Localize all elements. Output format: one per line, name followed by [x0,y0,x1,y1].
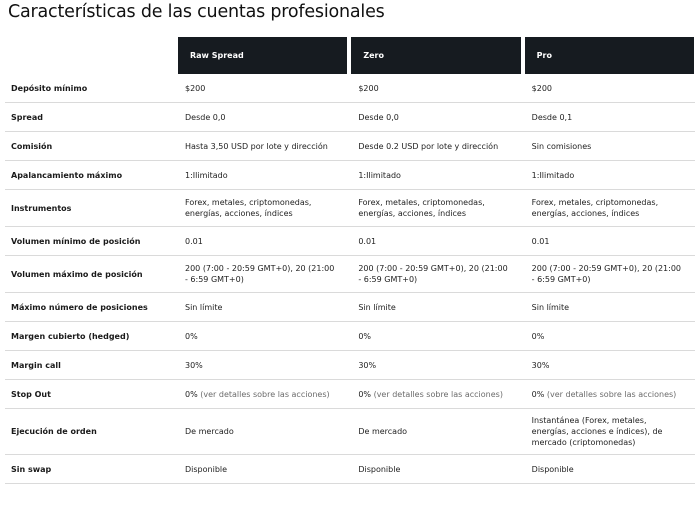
table-row [5,161,695,190]
cell-pro: 1:Ilimitado [522,161,695,190]
cell-pro: Disponible [522,455,695,484]
stop-out-details-link[interactable]: (ver detalles sobre las acciones) [200,389,330,399]
cell-zero: De mercado [348,409,521,455]
cell-pro: 0% [522,322,695,351]
cell-raw-spread: 1:Ilimitado [175,161,348,190]
cell-zero: Forex, metales, criptomonedas, energías, acciones, índices [348,190,521,227]
account-comparison-table [5,37,695,484]
cell-raw-spread: De mercado [175,409,348,455]
page-title: Características de las cuentas profesionales [8,2,385,22]
stop-out-value: 0% [531,389,545,399]
cell-pro: Instantánea (Forex, metales, energías, acciones e índices), de mercado (criptomonedas) [522,409,695,455]
cell-pro: Forex, metales, criptomonedas, energías, acciones, índices [522,190,695,227]
table-row [5,351,695,380]
row-label: Margin call [5,351,175,380]
stop-out-value: 0% [185,389,198,399]
table-row [5,409,695,455]
row-label: Depósito mínimo [5,74,175,103]
cell-raw-spread: Forex, metales, criptomonedas, energías, acciones, índices [175,190,348,227]
row-label: Comisión [5,132,175,161]
row-label: Ejecución de orden [5,409,175,455]
cell-raw-spread: 200 (7:00 - 20:59 GMT+0), 20 (21:00 - 6:59 GMT+0) [175,256,348,293]
cell-raw-spread: 0.01 [175,227,348,256]
cell-zero: Disponible [348,455,521,484]
cell-pro: 30% [522,351,695,380]
table-row [5,293,695,322]
cell-raw-spread: Desde 0,0 [175,103,348,132]
header-zero: Zero [348,37,521,74]
cell-raw-spread: Sin límite [175,293,348,322]
row-label: Spread [5,103,175,132]
table-row [5,74,695,103]
cell-raw-spread: $200 [175,74,348,103]
cell-zero: $200 [348,74,521,103]
header-empty-cell [5,37,175,74]
cell-raw-spread: Hasta 3,50 USD por lote y dirección [175,132,348,161]
cell-pro: $200 [522,74,695,103]
row-label: Volumen máximo de posición [5,256,175,293]
cell-zero: Desde 0,0 [348,103,521,132]
stop-out-details-link[interactable]: (ver detalles sobre las acciones) [546,389,677,399]
cell-pro: Sin comisiones [522,132,695,161]
cell-raw-spread [175,380,348,409]
cell-pro: Sin límite [522,293,695,322]
table-row [5,256,695,293]
cell-pro [522,380,695,409]
cell-zero: 1:Ilimitado [348,161,521,190]
table-row [5,380,695,409]
row-label: Máximo número de posiciones [5,293,175,322]
cell-raw-spread: 30% [175,351,348,380]
table-row [5,227,695,256]
cell-zero: 30% [348,351,521,380]
row-label: Volumen mínimo de posición [5,227,175,256]
cell-raw-spread: Disponible [175,455,348,484]
row-label: Stop Out [5,380,175,409]
table-row [5,455,695,484]
cell-raw-spread: 0% [175,322,348,351]
stop-out-value: 0% [358,389,372,399]
cell-pro: 0.01 [522,227,695,256]
cell-zero: Desde 0.2 USD por lote y dirección [348,132,521,161]
header-pro: Pro [522,37,695,74]
cell-zero: 0.01 [348,227,521,256]
row-label: Instrumentos [5,190,175,227]
table-row [5,132,695,161]
row-label: Apalancamiento máximo [5,161,175,190]
table-row [5,103,695,132]
row-label: Margen cubierto (hedged) [5,322,175,351]
cell-zero: Sin límite [348,293,521,322]
table-row [5,190,695,227]
row-label: Sin swap [5,455,175,484]
table-row [5,322,695,351]
cell-zero: 200 (7:00 - 20:59 GMT+0), 20 (21:00 - 6:59 GMT+0) [348,256,521,293]
cell-pro: 200 (7:00 - 20:59 GMT+0), 20 (21:00 - 6:59 GMT+0) [522,256,695,293]
cell-zero [348,380,521,409]
cell-pro: Desde 0,1 [522,103,695,132]
table-header-row [5,37,695,74]
stop-out-details-link[interactable]: (ver detalles sobre las acciones) [373,389,503,399]
header-raw-spread: Raw Spread [175,37,348,74]
cell-zero: 0% [348,322,521,351]
